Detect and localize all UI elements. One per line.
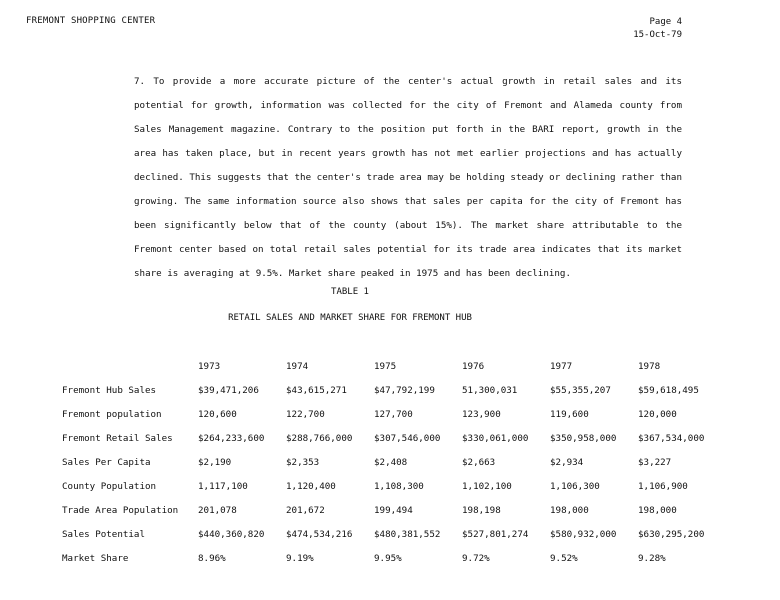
year-header: 1975 xyxy=(374,360,397,372)
table-row xyxy=(62,378,726,402)
table-cell: 1,108,300 xyxy=(374,480,424,492)
table-cell: 8.96% xyxy=(198,552,226,564)
table-row xyxy=(62,450,726,474)
table-cell: $367,534,000 xyxy=(638,432,705,444)
table-subtitle: RETAIL SALES AND MARKET SHARE FOR FREMONT HUB xyxy=(228,313,472,323)
document-date: 15-Oct-79 xyxy=(633,30,682,40)
table-cell: 1,106,900 xyxy=(638,480,688,492)
row-label: County Population xyxy=(62,480,157,492)
table-cell: 1,117,100 xyxy=(198,480,248,492)
table-cell: $59,618,495 xyxy=(638,384,699,396)
page-number: Page 4 xyxy=(649,17,682,27)
document-title: FREMONT SHOPPING CENTER xyxy=(26,16,156,26)
table-cell: $330,061,000 xyxy=(462,432,529,444)
table-cell: $474,534,216 xyxy=(286,528,353,540)
table-cell: 9.72% xyxy=(462,552,490,564)
table-cell: $2,408 xyxy=(374,456,408,468)
table-cell: 1,106,300 xyxy=(550,480,600,492)
row-label: Fremont Hub Sales xyxy=(62,384,157,396)
table-row xyxy=(62,498,726,522)
table-cell: $527,801,274 xyxy=(462,528,529,540)
table-title: TABLE 1 xyxy=(331,287,369,297)
row-label: Fremont Retail Sales xyxy=(62,432,173,444)
table-cell: $43,615,271 xyxy=(286,384,347,396)
table-cell: $350,958,000 xyxy=(550,432,617,444)
table-cell: 9.19% xyxy=(286,552,314,564)
table-row xyxy=(62,402,726,426)
table-cell: 1,120,400 xyxy=(286,480,336,492)
body-paragraph: 7. To provide a more accurate picture of the center's actual growth in retail sales and its potential for growth, information was collected for the city of Fremont and Alameda county from Sales Management magazine. Contrary to the position put forth in the BARI report, growth in the area has taken place, but in recent years growth has not met earlier projections and has actually declined. This suggests that the center's trade area may be holding steady or declining rather than growing. The same information source also shows that sales per capita for the city of Fremont has been significantly below that of the county (about 15%). The market share attributable to the Fremont center based on total retail sales potential for its trade area indicates that its market share is averaging at 9.5%. Market share peaked in 1975 and has been declining. xyxy=(134,76,682,279)
table-cell: 51,300,031 xyxy=(462,384,518,396)
table-cell: $3,227 xyxy=(638,456,672,468)
table-cell: $55,355,207 xyxy=(550,384,611,396)
table-row xyxy=(62,546,726,570)
table-cell: 120,000 xyxy=(638,408,677,420)
table-cell: $630,295,200 xyxy=(638,528,705,540)
year-header: 1976 xyxy=(462,360,485,372)
row-label: Sales Per Capita xyxy=(62,456,151,468)
table-cell: 9.52% xyxy=(550,552,578,564)
table-header-row xyxy=(62,354,726,378)
table-row xyxy=(62,426,726,450)
row-label: Trade Area Population xyxy=(62,504,179,516)
table-cell: 199,494 xyxy=(374,504,413,516)
table-cell: 198,000 xyxy=(550,504,589,516)
year-header: 1973 xyxy=(198,360,221,372)
table-cell: 127,700 xyxy=(374,408,413,420)
table-cell: 198,198 xyxy=(462,504,501,516)
table-cell: 201,672 xyxy=(286,504,325,516)
table-cell: $264,233,600 xyxy=(198,432,265,444)
row-label: Market Share xyxy=(62,552,129,564)
table-cell: 119,600 xyxy=(550,408,589,420)
table-cell: $307,546,000 xyxy=(374,432,441,444)
table-cell: 198,000 xyxy=(638,504,677,516)
row-label: Sales Potential xyxy=(62,528,145,540)
table-cell: 122,700 xyxy=(286,408,325,420)
row-label: Fremont population xyxy=(62,408,162,420)
table-cell: $288,766,000 xyxy=(286,432,353,444)
header-blank xyxy=(62,354,198,378)
market-share-table xyxy=(62,354,726,570)
table-cell: 9.95% xyxy=(374,552,402,564)
year-header: 1974 xyxy=(286,360,309,372)
table-cell: $2,190 xyxy=(198,456,232,468)
table-row xyxy=(62,522,726,546)
table-cell: $580,932,000 xyxy=(550,528,617,540)
table-cell: $440,360,820 xyxy=(198,528,265,540)
year-header: 1978 xyxy=(638,360,661,372)
table-cell: 123,900 xyxy=(462,408,501,420)
year-header: 1977 xyxy=(550,360,573,372)
table-cell: $480,381,552 xyxy=(374,528,441,540)
table-cell: $39,471,206 xyxy=(198,384,259,396)
page-info xyxy=(633,16,682,42)
table-cell: 1,102,100 xyxy=(462,480,512,492)
table-cell: $2,353 xyxy=(286,456,320,468)
table-row xyxy=(62,474,726,498)
table-cell: 9.28% xyxy=(638,552,666,564)
table-cell: 201,078 xyxy=(198,504,237,516)
table-cell: $2,663 xyxy=(462,456,496,468)
table-cell: 120,600 xyxy=(198,408,237,420)
table-cell: $2,934 xyxy=(550,456,584,468)
table-cell: $47,792,199 xyxy=(374,384,435,396)
